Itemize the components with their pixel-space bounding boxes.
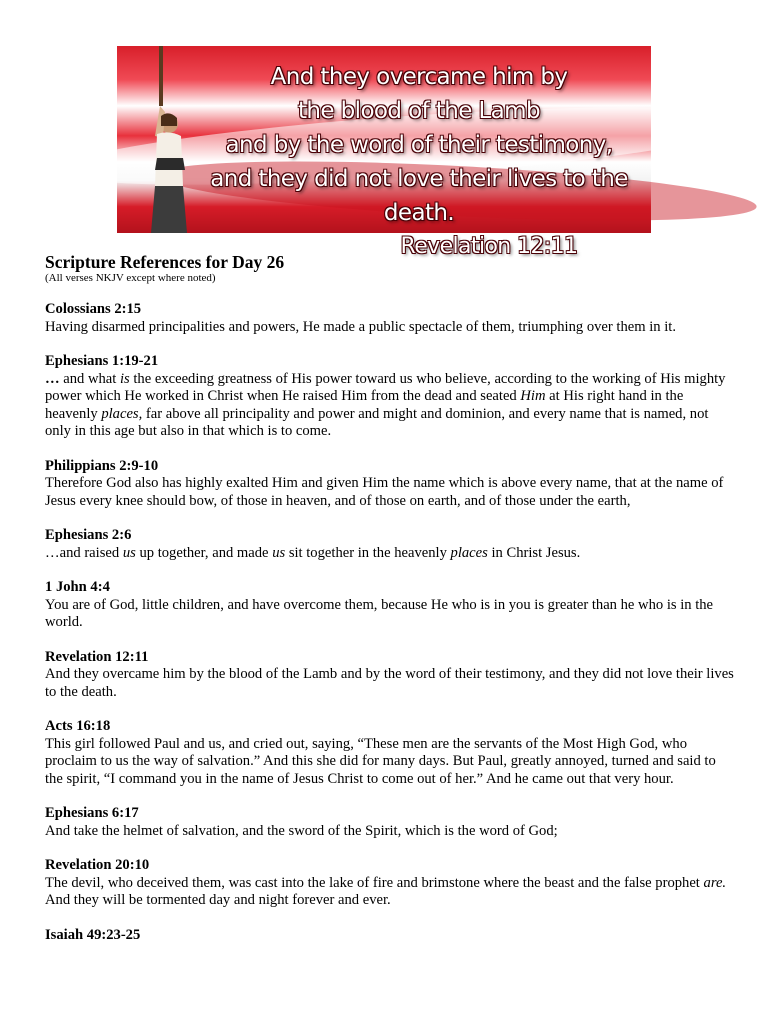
verse-text <box>45 545 735 563</box>
translation-note: (All verses NKJV except where noted) <box>45 272 216 284</box>
verse-reference: Ephesians 6:17 <box>45 805 139 821</box>
verse-reference: Philippians 2:9-10 <box>45 457 159 474</box>
verse-text-segment: … <box>45 370 60 387</box>
verse-text-segment: the exceeding greatness of His power toward us who believe, according to the working of His mighty power which He worked in Christ when He raised Him from the dead and seated <box>45 370 726 404</box>
verse-text-segment: at His right hand in the heavenly <box>45 388 684 422</box>
verse-block <box>45 927 735 945</box>
document-body <box>45 252 735 961</box>
verse-text <box>45 319 735 337</box>
page-title: Scripture References for Day 26 <box>45 252 285 272</box>
verse-reference: Ephesians 2:6 <box>45 527 132 543</box>
verse-text-segment: up together, and made <box>135 544 273 561</box>
verse-text-segment: Him <box>520 388 546 404</box>
banner-line: and by the word of their testimony, <box>225 132 613 158</box>
verse-block <box>45 718 735 788</box>
verse-text-segment: is <box>119 370 130 387</box>
verse-text-segment: far above all principality and power and might and dominion, and every name that is named, not only in this age but also in that which is to come. <box>45 405 709 439</box>
verse-text-segment: This girl followed Paul and us, and cried out, saying, “These men are the servants of the Most High God, who proclaim to us the way of salvation.” And this she did for many days. But Paul, greatly annoyed, turned and said to the spirit, “I command you in the name of Jesus Christ to come out of her.” And he came out that very hour. <box>45 735 716 787</box>
banner-quote <box>187 60 651 264</box>
verse-text-segment: places <box>450 544 488 561</box>
verse-reference: Acts 16:18 <box>45 718 111 734</box>
verse-block <box>45 579 735 632</box>
verse-text-segment: and what <box>59 370 120 387</box>
verse-reference: Isaiah 49:23-25 <box>45 926 141 943</box>
verse-block <box>45 805 735 840</box>
verse-reference: Ephesians 1:19-21 <box>45 353 159 369</box>
verse-text-segment: And take the helmet of salvation, and the sword of the Spirit, which is the word of God; <box>45 822 558 839</box>
banner-reference: Revelation 12:11 <box>400 234 578 259</box>
verse-text-segment: And they will be tormented day and night forever and ever. <box>45 892 391 908</box>
verse-text <box>45 875 735 910</box>
verse-text-segment: You are of God, little children, and have overcome them, because He who is in you is greater than he who is in the world. <box>45 596 714 630</box>
verse-text-segment: …and raised <box>45 544 123 561</box>
verse-text-segment: us <box>272 544 286 561</box>
banner-line: and they did not love their lives to the death. <box>210 166 628 226</box>
verse-text-segment: are. <box>703 874 727 891</box>
verse-block <box>45 301 735 336</box>
verse-text <box>45 736 735 789</box>
verse-text <box>45 823 735 841</box>
verse-text-segment: places, <box>101 405 143 422</box>
verse-text-segment: us <box>122 544 136 561</box>
banner-line: And they overcame him by <box>270 64 568 90</box>
verse-block <box>45 527 735 562</box>
verse-reference: Colossians 2:15 <box>45 301 142 317</box>
verse-text-segment: Therefore God also has highly exalted Him and given Him the name which is above every name, that at the name of Jesus every knee should bow, of those in heaven, and of those on earth, and of those under the earth, <box>45 475 724 509</box>
verse-text-segment: in Christ Jesus. <box>487 544 581 561</box>
verse-block <box>45 353 735 441</box>
verse-reference: 1 John 4:4 <box>45 579 110 595</box>
verse-text-segment: The devil, who deceived them, was cast into the lake of fire and brimstone where the beast and the false prophet <box>45 874 704 891</box>
verse-text <box>45 597 735 632</box>
verse-text <box>45 371 735 441</box>
verse-reference: Revelation 20:10 <box>45 857 150 873</box>
verse-reference: Revelation 12:11 <box>45 648 149 665</box>
verse-list <box>45 301 735 944</box>
verse-text-segment: Having disarmed principalities and powers, He made a public spectacle of them, triumphing over them in it. <box>45 318 677 335</box>
verse-text-segment: sit together in the heavenly <box>285 544 451 561</box>
header-banner-image <box>117 46 651 259</box>
verse-block <box>45 649 735 702</box>
verse-text <box>45 475 735 510</box>
verse-text-segment: And they overcame him by the blood of the Lamb and by the word of their testimony, and they did not love their lives to the death. <box>45 666 734 700</box>
verse-block <box>45 458 735 511</box>
banner-line: the blood of the Lamb <box>298 98 540 124</box>
verse-text <box>45 666 735 701</box>
verse-block <box>45 857 735 910</box>
